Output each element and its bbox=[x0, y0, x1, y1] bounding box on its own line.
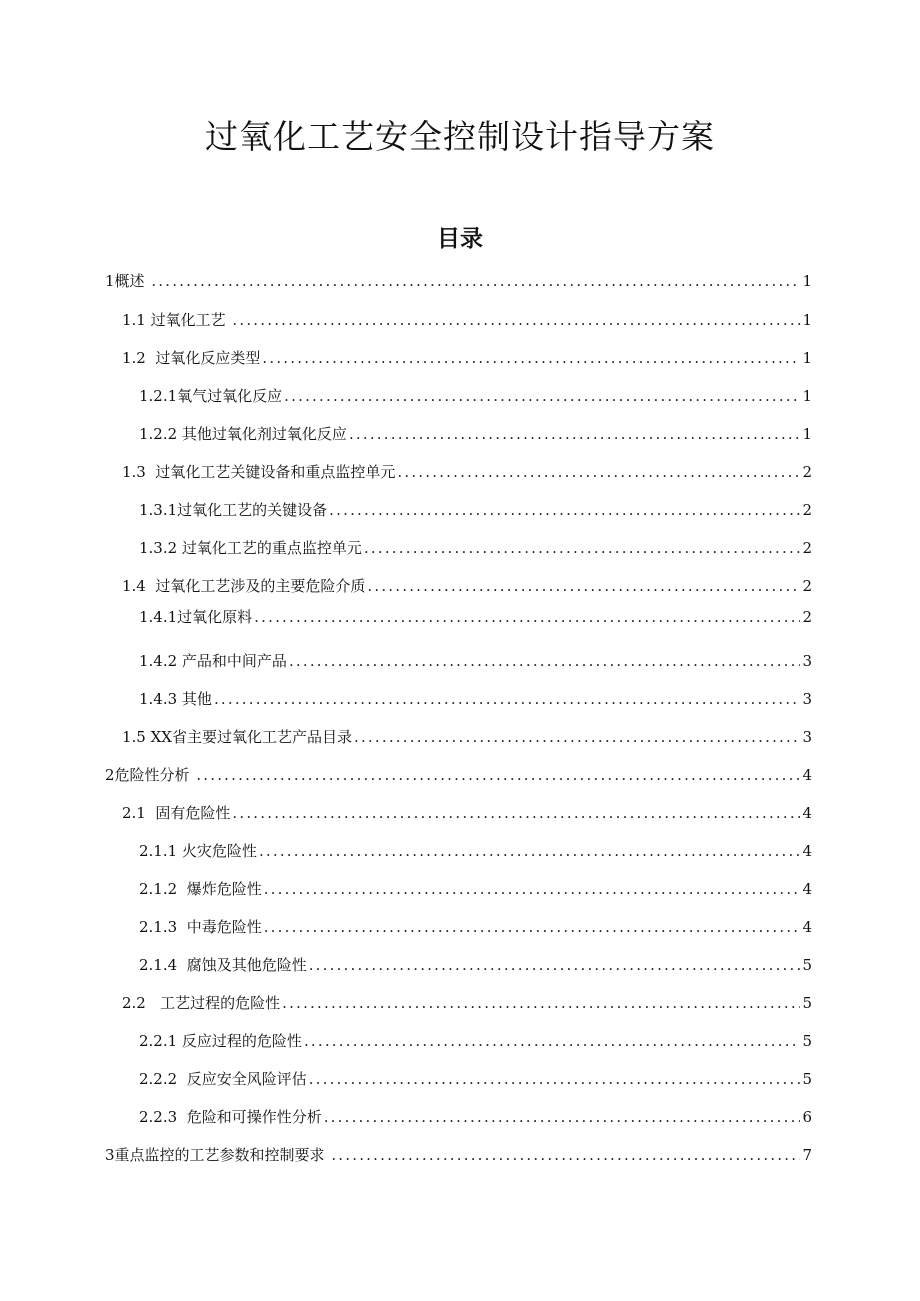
toc-entry-label: 1.4 过氧化工艺涉及的主要危险介质 bbox=[122, 577, 366, 595]
toc-entry-label: 1.3 过氧化工艺关键设备和重点监控单元 bbox=[122, 463, 396, 481]
toc-entry[interactable] bbox=[139, 1105, 812, 1129]
toc-page-number: 3 bbox=[802, 690, 812, 708]
toc-entry-label: 1.4.2 产品和中间产品 bbox=[139, 652, 287, 670]
toc-entry-label: 1.2.2 其他过氧化剂过氧化反应 bbox=[139, 425, 347, 443]
toc-dot-leader bbox=[364, 536, 800, 560]
toc-entry-label: 2.2.1 反应过程的危险性 bbox=[139, 1032, 302, 1050]
toc-entry-label: 1.1 过氧化工艺 bbox=[122, 311, 231, 329]
toc-page-number: 1 bbox=[802, 425, 812, 443]
toc-dot-leader bbox=[262, 346, 800, 370]
toc-dot-leader bbox=[324, 1105, 800, 1129]
toc-dot-leader bbox=[259, 839, 800, 863]
toc-entry[interactable] bbox=[122, 725, 812, 749]
toc-entry[interactable] bbox=[105, 763, 812, 787]
toc-dot-leader bbox=[309, 953, 800, 977]
toc-page-number: 5 bbox=[802, 1032, 812, 1050]
toc-page-number: 2 bbox=[802, 501, 812, 519]
toc-entry-label: 2.1.1 火灾危险性 bbox=[139, 842, 257, 860]
toc-entry-label: 2.2.3 危险和可操作性分析 bbox=[139, 1108, 322, 1126]
toc-dot-leader bbox=[254, 605, 800, 629]
toc-entry[interactable] bbox=[139, 384, 812, 408]
toc-entry[interactable] bbox=[122, 346, 812, 370]
toc-page-number: 2 bbox=[802, 463, 812, 481]
toc-page-number: 4 bbox=[802, 804, 812, 822]
toc-entry-label: 1.3.2 过氧化工艺的重点监控单元 bbox=[139, 539, 362, 557]
toc-entry[interactable] bbox=[139, 877, 812, 901]
toc-entry-label: 1.2 过氧化反应类型 bbox=[122, 349, 261, 367]
toc-entry[interactable] bbox=[139, 839, 812, 863]
toc-entry[interactable] bbox=[105, 269, 812, 293]
toc-entry[interactable] bbox=[122, 801, 812, 825]
toc-dot-leader bbox=[232, 308, 800, 332]
toc-entry-label: 2危险性分析 bbox=[105, 766, 195, 784]
toc-entry-label: 1概述 bbox=[105, 272, 150, 290]
toc-page-number: 1 bbox=[802, 311, 812, 329]
toc-dot-leader bbox=[397, 460, 800, 484]
toc-dot-leader bbox=[304, 1029, 800, 1053]
toc-entry-label: 1.2.1氧气过氧化反应 bbox=[139, 387, 283, 405]
toc-dot-leader bbox=[232, 801, 800, 825]
toc-entry-label: 2.2 工艺过程的危险性 bbox=[122, 994, 281, 1012]
toc-entry-label: 2.2.2 反应安全风险评估 bbox=[139, 1070, 307, 1088]
toc-dot-leader bbox=[214, 687, 800, 711]
toc-entry[interactable] bbox=[139, 687, 812, 711]
toc-page-number: 7 bbox=[802, 1146, 812, 1164]
toc-entry-label: 1.4.3 其他 bbox=[139, 690, 212, 708]
toc-dot-leader bbox=[354, 725, 800, 749]
toc-entry-label: 2.1.2 爆炸危险性 bbox=[139, 880, 262, 898]
toc-page-number: 5 bbox=[802, 1070, 812, 1088]
toc-dot-leader bbox=[264, 877, 800, 901]
document-title: 过氧化工艺安全控制设计指导方案 bbox=[205, 117, 715, 156]
toc-page-number: 2 bbox=[802, 608, 812, 626]
toc-page-number: 5 bbox=[802, 994, 812, 1012]
toc-page-number: 5 bbox=[802, 956, 812, 974]
toc-entry[interactable] bbox=[139, 915, 812, 939]
toc-dot-leader bbox=[331, 1143, 800, 1167]
toc-dot-leader bbox=[309, 1067, 800, 1091]
toc-dot-leader bbox=[329, 498, 800, 522]
toc-entry[interactable] bbox=[105, 1143, 812, 1167]
toc-entry[interactable] bbox=[139, 536, 812, 560]
toc-page-number: 3 bbox=[802, 652, 812, 670]
toc-page-number: 2 bbox=[802, 539, 812, 557]
toc-entry-label: 1.5 XX省主要过氧化工艺产品目录 bbox=[122, 728, 352, 746]
toc-page-number: 1 bbox=[802, 387, 812, 405]
toc-dot-leader bbox=[282, 991, 800, 1015]
toc-entry[interactable] bbox=[139, 1029, 812, 1053]
toc-dot-leader bbox=[284, 384, 800, 408]
toc-entry[interactable] bbox=[122, 991, 812, 1015]
toc-entry-label: 1.3.1过氧化工艺的关键设备 bbox=[139, 501, 328, 519]
toc-page-number: 4 bbox=[802, 918, 812, 936]
toc-entry[interactable] bbox=[139, 498, 812, 522]
toc-page-number: 2 bbox=[802, 577, 812, 595]
toc-entry[interactable] bbox=[139, 649, 812, 673]
toc-page-number: 4 bbox=[802, 880, 812, 898]
toc-entry-label: 2.1.4 腐蚀及其他危险性 bbox=[139, 956, 307, 974]
toc-dot-leader bbox=[349, 422, 800, 446]
toc-entry[interactable] bbox=[139, 953, 812, 977]
toc-dot-leader bbox=[289, 649, 800, 673]
toc-entry[interactable] bbox=[139, 422, 812, 446]
toc-page-number: 4 bbox=[802, 766, 812, 784]
toc-page-number: 3 bbox=[802, 728, 812, 746]
toc-page-number: 4 bbox=[802, 842, 812, 860]
toc-entry-label: 2.1.3 中毒危险性 bbox=[139, 918, 262, 936]
toc-dot-leader bbox=[196, 763, 800, 787]
toc-dot-leader bbox=[151, 269, 800, 293]
toc-dot-leader bbox=[367, 574, 800, 598]
toc-entry[interactable] bbox=[122, 574, 812, 598]
toc-page-number: 1 bbox=[802, 272, 812, 290]
toc-page-number: 6 bbox=[802, 1108, 812, 1126]
toc-entry[interactable] bbox=[139, 605, 812, 629]
toc-entry[interactable] bbox=[122, 460, 812, 484]
toc-entry-label: 2.1 固有危险性 bbox=[122, 804, 231, 822]
toc-entry-label: 1.4.1过氧化原料 bbox=[139, 608, 253, 626]
toc-heading: 目录 bbox=[437, 226, 483, 252]
toc-entry-label: 3重点监控的工艺参数和控制要求 bbox=[105, 1146, 330, 1164]
toc-page-number: 1 bbox=[802, 349, 812, 367]
toc-entry[interactable] bbox=[139, 1067, 812, 1091]
toc-dot-leader bbox=[264, 915, 800, 939]
toc-entry[interactable] bbox=[122, 308, 812, 332]
